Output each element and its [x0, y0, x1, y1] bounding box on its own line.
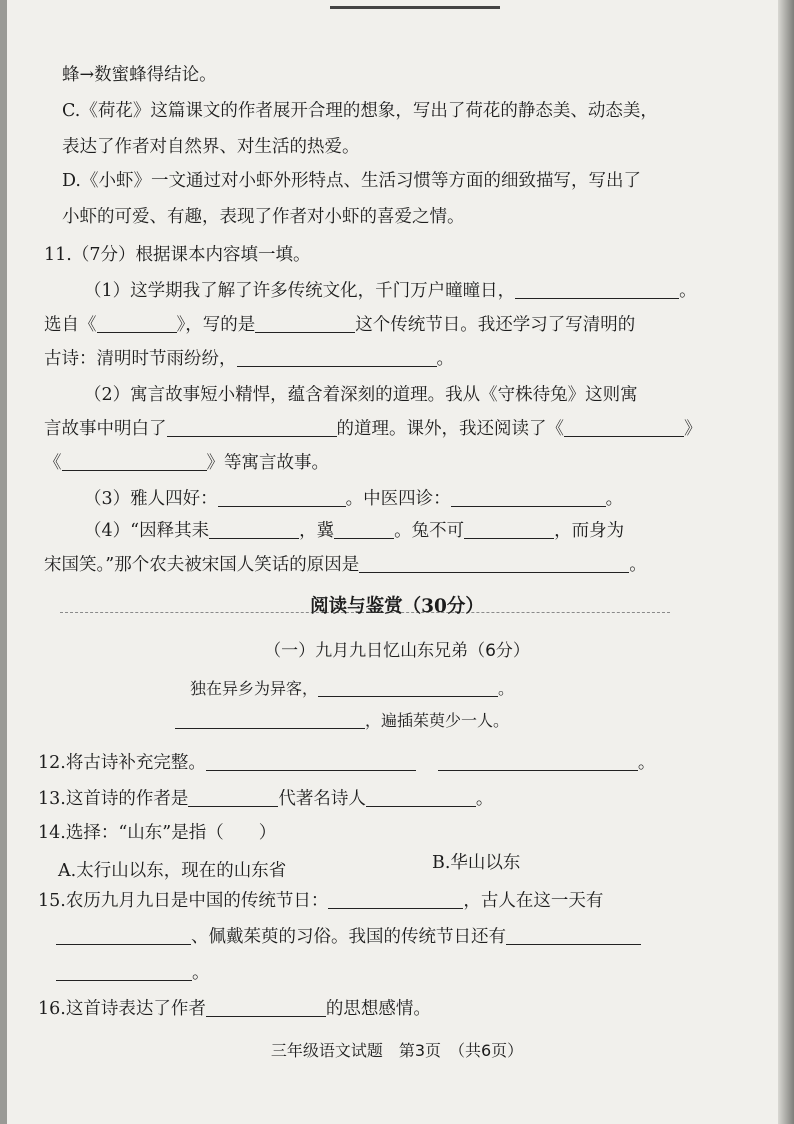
question-16: 16.这首诗表达了作者 的思想感情。 [38, 999, 431, 1019]
answer-blank[interactable] [438, 752, 638, 771]
answer-blank[interactable] [359, 554, 629, 573]
poem-line-1: 独在异乡为异客， 。 [190, 679, 515, 698]
q11-part1-b: 选自《 》，写的是 这个传统节日。我还学习了写清明的 [44, 315, 636, 335]
q11-part2: （2）寓言故事短小精悍，蕴含着深刻的道理。我从《守株待兔》这则寓 [84, 385, 638, 405]
q11-part2-b: 言故事中明白了 的道理。课外，我还阅读了《 》 [44, 419, 702, 439]
answer-blank[interactable] [564, 418, 684, 437]
poem-line-2: ，遍插茱萸少一人。 [175, 708, 509, 734]
answer-blank[interactable] [237, 348, 437, 367]
poem-title: （一）九月九日忆山东兄弟（6分） [264, 641, 530, 661]
answer-blank[interactable] [62, 452, 207, 471]
answer-blank[interactable] [218, 488, 346, 507]
answer-blank[interactable] [328, 890, 463, 909]
answer-blank[interactable] [56, 962, 192, 981]
answer-blank[interactable] [464, 520, 554, 539]
answer-blank[interactable] [506, 926, 641, 945]
text-line: 蜂→数蜜蜂得结论。 [62, 65, 217, 85]
question-15-c: 。 [56, 960, 210, 986]
answer-blank[interactable] [175, 710, 365, 729]
question-15: 15.农历九月九日是中国的传统节日： ，古人在这一天有 [38, 891, 604, 911]
page-footer: 三年级语文试题 第3页 （共6页） [270, 1041, 524, 1060]
answer-blank[interactable] [366, 788, 476, 807]
scan-edge-left [0, 0, 7, 1124]
answer-blank[interactable] [515, 280, 679, 299]
option-c-line: C.《荷花》这篇课文的作者展开合理的想象，写出了荷花的静态美、动态美， [62, 101, 658, 121]
question-15-b: 、佩戴茱萸的习俗。我国的传统节日还有 [56, 924, 641, 950]
q11-part3: （3）雅人四好： 。中医四诊： 。 [84, 489, 624, 509]
answer-blank[interactable] [318, 678, 498, 697]
answer-blank[interactable] [209, 520, 299, 539]
q11-part1-c: 古诗：清明时节雨纷纷， 。 [44, 349, 454, 369]
scan-edge-right [778, 0, 794, 1124]
answer-blank[interactable] [206, 998, 326, 1017]
q11-part4: （4）“因释其耒 ，冀 。兔不可 ，而身为 [84, 521, 625, 541]
answer-blank[interactable] [206, 752, 416, 771]
q11-part2-c: 《 》等寓言故事。 [44, 453, 329, 473]
q11-part1: （1）这学期我了解了许多传统文化，千门万户曈曈日， 。 [84, 281, 697, 301]
answer-blank[interactable] [255, 314, 355, 333]
answer-blank[interactable] [167, 418, 337, 437]
binding-mark [330, 6, 500, 9]
q14-option-b[interactable]: B.华山以东 [432, 853, 521, 873]
text-line: 表达了作者对自然界、对生活的热爱。 [62, 137, 360, 157]
answer-blank[interactable] [334, 520, 394, 539]
section-title: 阅读与鉴赏（30分） [310, 596, 484, 617]
answer-blank[interactable] [451, 488, 606, 507]
option-d-line: D.《小虾》一文通过对小虾外形特点、生活习惯等方面的细致描写，写出了 [62, 171, 641, 191]
answer-blank[interactable] [56, 926, 191, 945]
text-line: 小虾的可爱、有趣，表现了作者对小虾的喜爱之情。 [62, 207, 465, 227]
q14-option-a[interactable]: A.太行山以东，现在的山东省 [58, 861, 287, 881]
answer-blank[interactable] [188, 788, 278, 807]
answer-blank[interactable] [97, 314, 177, 333]
question-11-title: 11.（7分）根据课本内容填一填。 [44, 245, 311, 265]
q11-part4-b: 宋国笑。”那个农夫被宋国人笑话的原因是 。 [44, 555, 647, 575]
question-14: 14.选择：“山东”是指（ ） [38, 823, 277, 843]
question-13: 13.这首诗的作者是 代著名诗人 。 [38, 789, 494, 809]
question-12: 12.将古诗补充完整。 。 [38, 753, 656, 773]
